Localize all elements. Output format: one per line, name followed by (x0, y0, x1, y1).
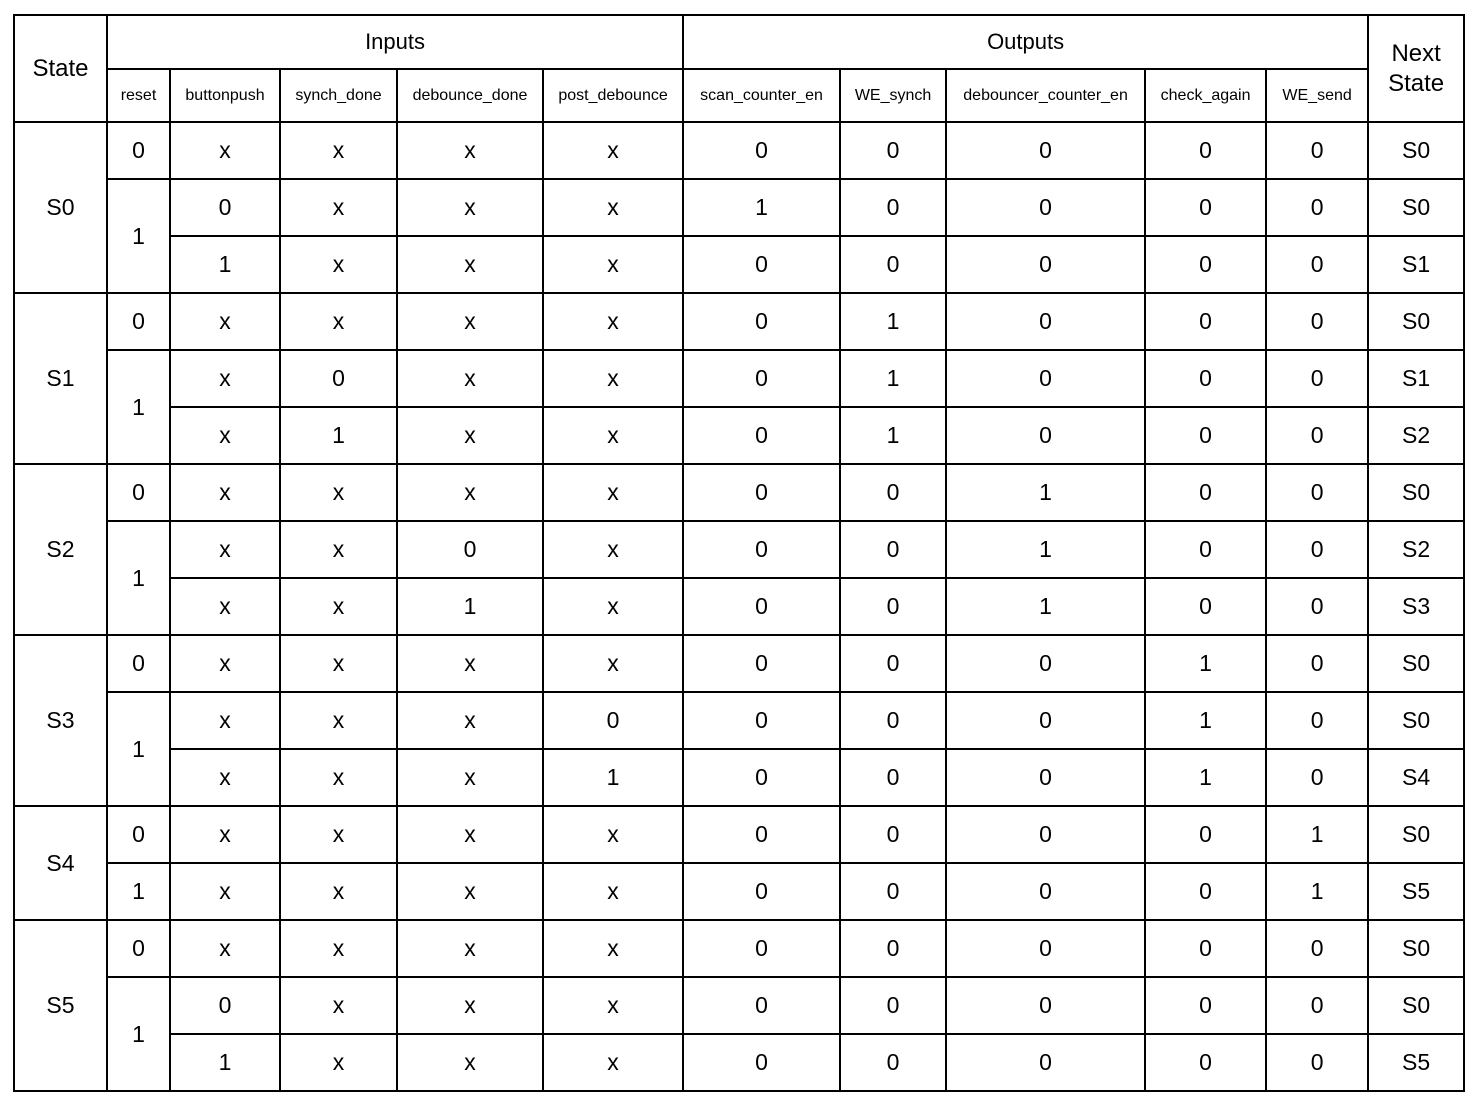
table-row (14, 749, 1464, 806)
input-cell: x (170, 635, 280, 692)
output-cell: 0 (840, 749, 946, 806)
input-cell: x (280, 806, 397, 863)
output-cell: 0 (683, 749, 840, 806)
state-cell: S3 (14, 635, 107, 806)
input-cell: x (170, 806, 280, 863)
input-cell: x (543, 407, 683, 464)
next-state-cell: S2 (1368, 407, 1464, 464)
table-row (14, 350, 1464, 407)
header-row-groups (14, 15, 1464, 69)
output-cell: 0 (1145, 407, 1266, 464)
input-cell: x (170, 293, 280, 350)
output-cell: 0 (946, 293, 1145, 350)
table-row (14, 692, 1464, 749)
next-state-cell: S4 (1368, 749, 1464, 806)
input-cell: x (543, 977, 683, 1034)
output-cell: 0 (840, 806, 946, 863)
output-cell: 0 (946, 179, 1145, 236)
state-cell: S4 (14, 806, 107, 920)
input-cell: x (280, 920, 397, 977)
input-cell: x (280, 1034, 397, 1091)
input-cell: x (543, 122, 683, 179)
input-cell: x (397, 236, 543, 293)
output-cell: 1 (1145, 635, 1266, 692)
reset-cell: 0 (107, 920, 170, 977)
output-cell: 0 (1145, 863, 1266, 920)
input-cell: x (170, 122, 280, 179)
table-row (14, 863, 1464, 920)
output-cell: 0 (840, 1034, 946, 1091)
table-row (14, 179, 1464, 236)
inputs-group-header: Inputs (107, 15, 683, 69)
output-cell: 0 (946, 977, 1145, 1034)
input-cell: x (397, 977, 543, 1034)
table-row (14, 407, 1464, 464)
input-cell: x (397, 122, 543, 179)
next-state-cell: S0 (1368, 806, 1464, 863)
output-cell: 1 (1266, 863, 1368, 920)
output-cell: 0 (683, 977, 840, 1034)
input-cell: x (170, 692, 280, 749)
next-state-cell: S0 (1368, 293, 1464, 350)
output-cell: 0 (1145, 1034, 1266, 1091)
table-row (14, 920, 1464, 977)
input-cell: x (543, 521, 683, 578)
output-cell: 0 (1145, 179, 1266, 236)
input-cell: x (280, 977, 397, 1034)
output-cell: 0 (1145, 236, 1266, 293)
input-cell: x (280, 293, 397, 350)
output-cell: 1 (1266, 806, 1368, 863)
input-cell: 0 (170, 179, 280, 236)
input-header-buttonpush: buttonpush (170, 69, 280, 122)
output-cell: 0 (1266, 179, 1368, 236)
input-cell: 0 (280, 350, 397, 407)
output-cell: 1 (840, 293, 946, 350)
input-cell: x (543, 293, 683, 350)
next-state-cell: S0 (1368, 920, 1464, 977)
output-cell: 0 (840, 920, 946, 977)
next-state-cell: S0 (1368, 464, 1464, 521)
output-cell: 1 (1145, 692, 1266, 749)
input-cell: 1 (170, 236, 280, 293)
output-cell: 0 (683, 1034, 840, 1091)
input-cell: x (280, 863, 397, 920)
input-cell: x (397, 692, 543, 749)
state-cell: S0 (14, 122, 107, 293)
input-cell: x (397, 749, 543, 806)
input-cell: x (170, 578, 280, 635)
next-state-cell: S5 (1368, 1034, 1464, 1091)
input-cell: x (170, 407, 280, 464)
input-cell: x (543, 179, 683, 236)
next-state-cell: S0 (1368, 977, 1464, 1034)
output-cell: 0 (1145, 578, 1266, 635)
output-cell: 0 (1266, 407, 1368, 464)
input-cell: x (543, 464, 683, 521)
input-cell: 0 (397, 521, 543, 578)
input-cell: x (280, 179, 397, 236)
input-cell: x (397, 635, 543, 692)
input-cell: x (170, 521, 280, 578)
output-cell: 0 (946, 236, 1145, 293)
input-cell: 1 (280, 407, 397, 464)
output-cell: 0 (1145, 521, 1266, 578)
input-cell: x (397, 863, 543, 920)
output-cell: 0 (683, 521, 840, 578)
input-cell: x (543, 920, 683, 977)
output-cell: 0 (1145, 806, 1266, 863)
input-cell: x (170, 863, 280, 920)
output-cell: 0 (840, 692, 946, 749)
output-cell: 0 (1266, 521, 1368, 578)
output-cell: 1 (946, 464, 1145, 521)
input-cell: x (170, 749, 280, 806)
input-cell: x (170, 350, 280, 407)
input-cell: x (280, 521, 397, 578)
input-cell: x (170, 464, 280, 521)
output-cell: 1 (1145, 749, 1266, 806)
output-cell: 0 (683, 578, 840, 635)
output-cell: 1 (683, 179, 840, 236)
input-cell: x (280, 122, 397, 179)
next-state-header-line1: Next (1391, 39, 1441, 67)
reset-cell: 0 (107, 464, 170, 521)
next-state-cell: S0 (1368, 692, 1464, 749)
input-header-reset: reset (107, 69, 170, 122)
input-cell: x (280, 692, 397, 749)
input-cell: x (397, 806, 543, 863)
output-cell: 0 (946, 407, 1145, 464)
input-cell: x (543, 863, 683, 920)
input-cell: x (397, 920, 543, 977)
input-cell: x (397, 350, 543, 407)
reset-cell: 0 (107, 293, 170, 350)
table-row (14, 293, 1464, 350)
output-cell: 0 (840, 521, 946, 578)
reset-cell: 0 (107, 806, 170, 863)
input-cell: x (543, 806, 683, 863)
input-cell: 0 (543, 692, 683, 749)
output-cell: 0 (946, 350, 1145, 407)
input-cell: x (280, 578, 397, 635)
input-cell: x (543, 350, 683, 407)
output-cell: 1 (840, 350, 946, 407)
reset-cell: 1 (107, 521, 170, 635)
next-state-header-line2: State (1388, 69, 1445, 97)
output-cell: 0 (840, 179, 946, 236)
table-row (14, 521, 1464, 578)
output-cell: 0 (683, 122, 840, 179)
input-cell: x (543, 1034, 683, 1091)
next-state-cell: S1 (1368, 350, 1464, 407)
output-cell: 0 (840, 236, 946, 293)
output-cell: 0 (840, 122, 946, 179)
next-state-cell: S1 (1368, 236, 1464, 293)
reset-cell: 1 (107, 350, 170, 464)
input-cell: x (397, 407, 543, 464)
output-cell: 0 (946, 806, 1145, 863)
reset-cell: 1 (107, 179, 170, 293)
outputs-group-header: Outputs (683, 15, 1368, 69)
state-cell: S5 (14, 920, 107, 1091)
table-row (14, 806, 1464, 863)
input-header-synch-done: synch_done (280, 69, 397, 122)
output-cell: 0 (1266, 692, 1368, 749)
next-state-cell: S5 (1368, 863, 1464, 920)
output-cell: 0 (1145, 977, 1266, 1034)
output-header-we-synch: WE_synch (840, 69, 946, 122)
output-cell: 0 (1145, 920, 1266, 977)
input-cell: x (280, 236, 397, 293)
reset-cell: 1 (107, 863, 170, 920)
table-row (14, 236, 1464, 293)
input-cell: x (397, 293, 543, 350)
output-cell: 0 (946, 863, 1145, 920)
output-cell: 0 (840, 635, 946, 692)
next-state-column-header (1368, 15, 1464, 122)
next-state-cell: S0 (1368, 635, 1464, 692)
output-cell: 0 (1145, 464, 1266, 521)
reset-cell: 0 (107, 122, 170, 179)
input-cell: 1 (170, 1034, 280, 1091)
reset-cell: 0 (107, 635, 170, 692)
state-cell: S2 (14, 464, 107, 635)
output-cell: 0 (683, 692, 840, 749)
output-cell: 0 (1266, 977, 1368, 1034)
output-cell: 0 (1145, 293, 1266, 350)
next-state-cell: S3 (1368, 578, 1464, 635)
table-body (14, 122, 1464, 1091)
output-cell: 0 (1266, 1034, 1368, 1091)
table-row (14, 464, 1464, 521)
input-cell: x (543, 236, 683, 293)
output-cell: 0 (840, 578, 946, 635)
input-cell: 1 (397, 578, 543, 635)
output-cell: 0 (683, 635, 840, 692)
table-row (14, 635, 1464, 692)
input-cell: x (543, 578, 683, 635)
input-cell: x (397, 1034, 543, 1091)
output-cell: 0 (1266, 920, 1368, 977)
output-cell: 1 (840, 407, 946, 464)
reset-cell: 1 (107, 977, 170, 1091)
table-row (14, 122, 1464, 179)
input-cell: x (280, 464, 397, 521)
input-cell: x (280, 635, 397, 692)
output-cell: 0 (840, 464, 946, 521)
output-cell: 0 (683, 407, 840, 464)
output-cell: 0 (946, 692, 1145, 749)
output-cell: 0 (683, 920, 840, 977)
reset-cell: 1 (107, 692, 170, 806)
output-cell: 0 (1145, 122, 1266, 179)
output-cell: 0 (840, 977, 946, 1034)
output-cell: 0 (683, 350, 840, 407)
output-cell: 0 (1266, 635, 1368, 692)
output-cell: 0 (1266, 578, 1368, 635)
output-cell: 0 (840, 863, 946, 920)
output-cell: 0 (683, 863, 840, 920)
input-cell: 0 (170, 977, 280, 1034)
table-row (14, 1034, 1464, 1091)
next-state-cell: S0 (1368, 122, 1464, 179)
input-cell: x (397, 179, 543, 236)
output-cell: 1 (946, 521, 1145, 578)
output-header-debouncer-counter-en: debouncer_counter_en (946, 69, 1145, 122)
output-cell: 0 (683, 464, 840, 521)
next-state-cell: S2 (1368, 521, 1464, 578)
output-cell: 0 (946, 749, 1145, 806)
output-cell: 0 (683, 293, 840, 350)
output-cell: 0 (1145, 350, 1266, 407)
state-cell: S1 (14, 293, 107, 464)
output-cell: 0 (1266, 464, 1368, 521)
table-row (14, 578, 1464, 635)
output-cell: 0 (683, 236, 840, 293)
output-cell: 0 (946, 920, 1145, 977)
output-cell: 0 (1266, 122, 1368, 179)
output-header-scan-counter-en: scan_counter_en (683, 69, 840, 122)
output-cell: 1 (946, 578, 1145, 635)
output-cell: 0 (1266, 350, 1368, 407)
output-header-check-again: check_again (1145, 69, 1266, 122)
input-header-post-debounce: post_debounce (543, 69, 683, 122)
input-header-debounce-done: debounce_done (397, 69, 543, 122)
output-header-we-send: WE_send (1266, 69, 1368, 122)
input-cell: x (543, 635, 683, 692)
next-state-cell: S0 (1368, 179, 1464, 236)
input-cell: x (397, 464, 543, 521)
input-cell: x (280, 749, 397, 806)
state-transition-table (13, 14, 1465, 1092)
output-cell: 0 (1266, 293, 1368, 350)
output-cell: 0 (946, 1034, 1145, 1091)
table-row (14, 977, 1464, 1034)
output-cell: 0 (946, 635, 1145, 692)
header-row-signals (14, 69, 1464, 122)
state-column-header: State (14, 15, 107, 122)
input-cell: x (170, 920, 280, 977)
output-cell: 0 (1266, 749, 1368, 806)
output-cell: 0 (1266, 236, 1368, 293)
input-cell: 1 (543, 749, 683, 806)
output-cell: 0 (683, 806, 840, 863)
output-cell: 0 (946, 122, 1145, 179)
